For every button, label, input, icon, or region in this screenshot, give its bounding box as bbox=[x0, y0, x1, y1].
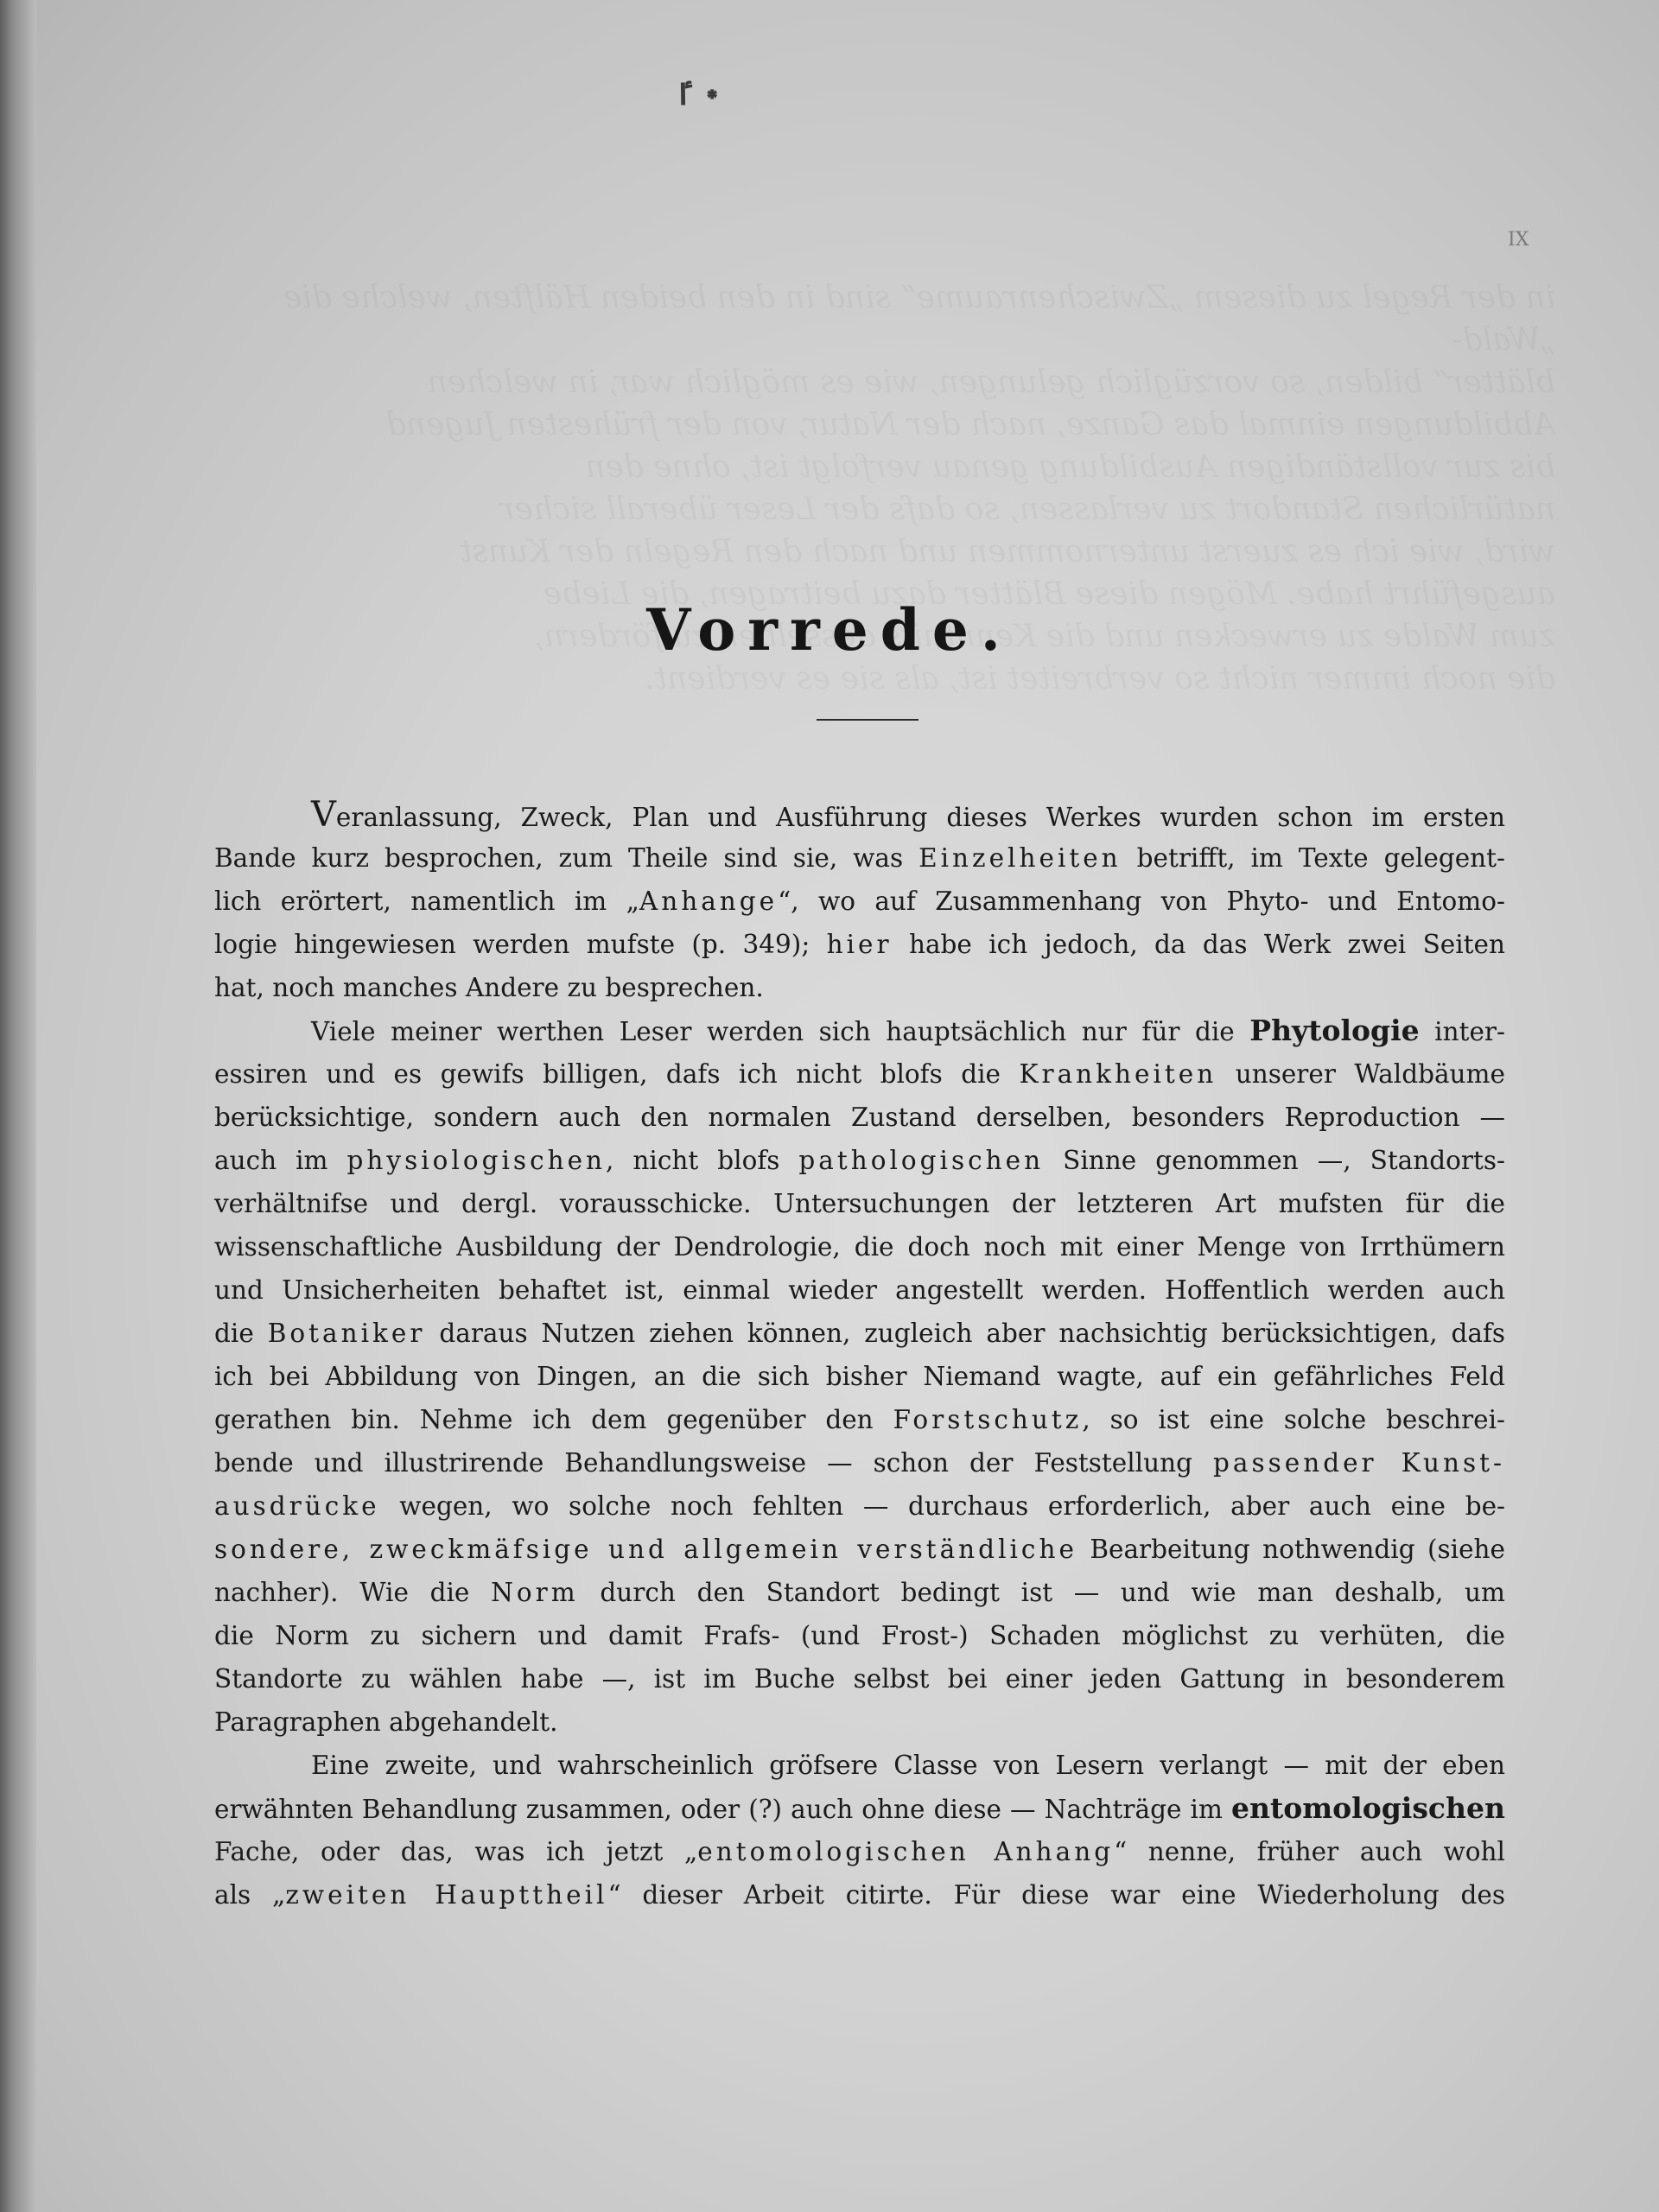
text-line bbox=[214, 966, 1505, 1009]
text-run: unserer Waldbäume bbox=[1217, 1059, 1505, 1089]
spaced-term: hier bbox=[826, 930, 893, 959]
spaced-term: Krankheiten bbox=[1019, 1059, 1217, 1089]
text-run: betrifft, im Texte gelegent- bbox=[1121, 843, 1505, 873]
spaced-term: pathologischen bbox=[798, 1146, 1045, 1175]
text-line bbox=[214, 1787, 1505, 1830]
text-line bbox=[214, 1744, 1505, 1787]
text-run: “ dieser Arbeit citirte. Für diese war eine Wiederholung des bbox=[607, 1880, 1506, 1910]
text-line bbox=[214, 1009, 1505, 1052]
spaced-term: Norm bbox=[491, 1578, 579, 1607]
text-run: gerathen bin. Nehme ich dem gegenüber den bbox=[214, 1405, 893, 1434]
text-line bbox=[214, 1873, 1505, 1916]
text-run: Bande kurz besprochen, zum Theile sind sie, was bbox=[214, 843, 919, 873]
text-run: “, wo auf Zusammenhang von Phyto- und Entomo- bbox=[778, 887, 1506, 916]
text-run: , so ist eine solche beschrei- bbox=[1082, 1405, 1505, 1434]
text-line bbox=[214, 1571, 1505, 1614]
text-run: bende und illustrirende Behandlungsweise — schon der Feststellung bbox=[214, 1448, 1213, 1478]
text-line bbox=[214, 1225, 1505, 1268]
page-title: Vorrede. bbox=[646, 596, 1013, 664]
text-run: Standorte zu wählen habe —, ist im Buche selbst bei einer jeden Gattung in besonderem bbox=[214, 1664, 1505, 1694]
text-line bbox=[214, 1398, 1505, 1441]
text-run: die Norm zu sichern und damit Frafs- (und Frost-) Schaden möglichst zu verhüten, die bbox=[214, 1621, 1505, 1650]
title-rule bbox=[817, 719, 918, 721]
text-line bbox=[214, 1355, 1505, 1398]
text-run: verhältnifse und dergl. vorausschicke. Untersuchungen der letzteren Art mufsten für die bbox=[214, 1189, 1505, 1218]
text-line bbox=[214, 1614, 1505, 1657]
text-line bbox=[214, 1830, 1505, 1873]
text-run: habe ich jedoch, da das Werk zwei Seiten bbox=[892, 930, 1505, 959]
spaced-term: ausdrücke bbox=[214, 1491, 380, 1521]
text-run: erwähnten Behandlung zusammen, oder (?) auch ohne diese — Nachträge im bbox=[214, 1795, 1232, 1824]
emphasized-term: Phytologie bbox=[1249, 1014, 1420, 1047]
spaced-term: sondere, zweckmäfsige und allgemein verständliche bbox=[214, 1535, 1077, 1564]
text-line bbox=[214, 1484, 1505, 1528]
text-run: Bearbeitung nothwendig (siehe bbox=[1077, 1535, 1505, 1564]
text-line bbox=[214, 880, 1505, 923]
text-line bbox=[214, 793, 1505, 836]
text-line bbox=[214, 1657, 1505, 1700]
spaced-term: zweiten Haupttheil bbox=[285, 1880, 608, 1910]
binding-edge-shadow bbox=[0, 0, 36, 2212]
text-run: Sinne genommen —, Standorts- bbox=[1044, 1146, 1505, 1175]
text-run: logie hingewiesen werden mufste (p. 349); bbox=[214, 930, 827, 959]
text-line bbox=[214, 1528, 1505, 1571]
text-line bbox=[214, 1052, 1505, 1096]
text-run: die bbox=[214, 1319, 268, 1348]
text-run: als „ bbox=[214, 1880, 286, 1910]
text-run: Viele meiner werthen Leser werden sich hauptsächlich nur für die bbox=[311, 1017, 1250, 1046]
spaced-term: Forstschutz bbox=[893, 1405, 1083, 1434]
text-run: und Unsicherheiten behaftet ist, einmal wieder angestellt werden. Hoffentlich werden auch bbox=[214, 1275, 1505, 1305]
ink-mark: ٭ ٵ bbox=[674, 76, 721, 112]
text-line bbox=[214, 1441, 1505, 1484]
text-line bbox=[214, 1700, 1505, 1744]
text-run: daraus Nutzen ziehen können, zugleich aber nachsichtig berücksichtigen, dafs bbox=[425, 1319, 1505, 1348]
text-line bbox=[214, 1312, 1505, 1355]
text-run: berücksichtige, sondern auch den normalen Zustand derselben, besonders Reproduction — bbox=[214, 1103, 1505, 1132]
text-run: Eine zweite, und wahrscheinlich gröfsere Classe von Lesern verlangt — mit der eben bbox=[311, 1751, 1505, 1780]
page-signature-mark: IX bbox=[1508, 229, 1529, 251]
text-run: , nicht blofs bbox=[606, 1146, 799, 1175]
text-run: Paragraphen abgehandelt. bbox=[214, 1707, 558, 1737]
spaced-term: passender Kunst- bbox=[1212, 1448, 1505, 1478]
text-run: “ nenne, früher auch wohl bbox=[1114, 1837, 1505, 1866]
text-run: wissenschaftliche Ausbildung der Dendrologie, die doch noch mit einer Menge von Irrthümern bbox=[214, 1232, 1505, 1262]
body-text bbox=[214, 793, 1505, 1916]
text-run: essiren und es gewifs billigen, dafs ich nicht blofs die bbox=[214, 1059, 1020, 1089]
text-run: lich erörtert, namentlich im „ bbox=[214, 887, 639, 916]
text-run: eranlassung, Zweck, Plan und Ausführung dieses Werkes wurden schon im ersten bbox=[335, 803, 1505, 832]
text-line bbox=[214, 1182, 1505, 1225]
text-run: nachher). Wie die bbox=[214, 1578, 492, 1607]
text-line bbox=[214, 923, 1505, 966]
spaced-term: Einzelheiten bbox=[918, 843, 1122, 873]
spaced-term: Anhange bbox=[639, 887, 779, 916]
text-run: durch den Standort bedingt ist — und wie man deshalb, um bbox=[578, 1578, 1505, 1607]
text-run: auch im bbox=[214, 1146, 347, 1175]
text-line bbox=[214, 1139, 1505, 1182]
text-run: hat, noch manches Andere zu besprechen. bbox=[214, 973, 764, 1002]
text-run: inter- bbox=[1419, 1017, 1505, 1046]
text-run: wegen, wo solche noch fehlten — durchaus erforderlich, aber auch eine be- bbox=[379, 1491, 1505, 1521]
text-run: ich bei Abbildung von Dingen, an die sich bisher Niemand wagte, auf ein gefährliches Feld bbox=[214, 1362, 1505, 1391]
text-line bbox=[214, 1268, 1505, 1312]
spaced-term: entomologischen Anhang bbox=[697, 1837, 1115, 1866]
emphasized-term: entomologischen bbox=[1231, 1791, 1505, 1825]
spaced-term: Botaniker bbox=[267, 1319, 426, 1348]
text-line bbox=[214, 836, 1505, 880]
spaced-term: physiologischen bbox=[346, 1146, 607, 1175]
text-run: Fache, oder das, was ich jetzt „ bbox=[214, 1837, 698, 1866]
text-line bbox=[214, 1096, 1505, 1139]
initial-letter: V bbox=[311, 795, 336, 835]
